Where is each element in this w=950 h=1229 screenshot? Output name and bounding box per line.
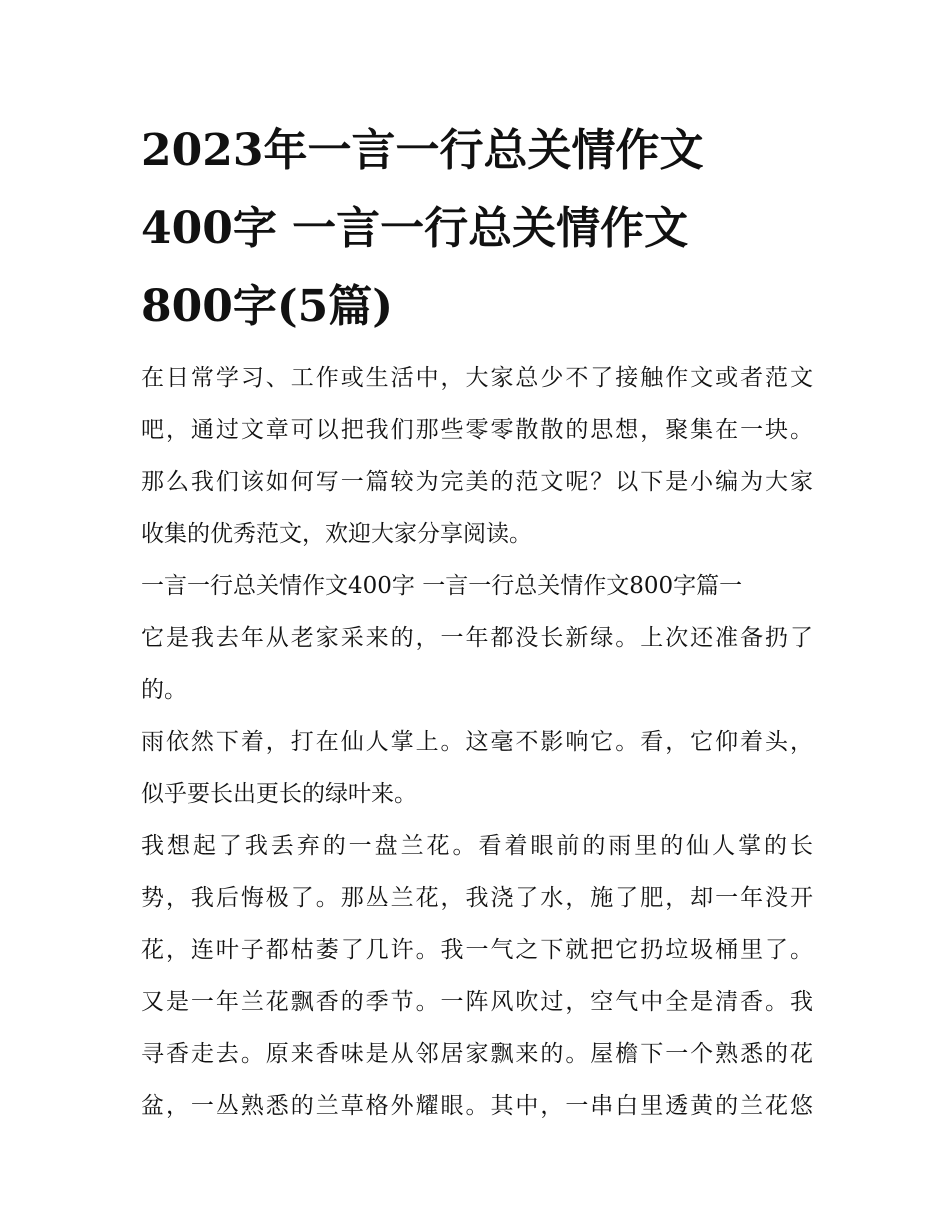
body-paragraph: [141, 820, 813, 1132]
section-heading-paragraph: [141, 560, 813, 612]
title-line: 400字 一言一行总关情作文: [141, 203, 689, 254]
body-paragraph: [141, 612, 813, 716]
body-paragraph: [141, 716, 813, 820]
title-line: 800字(5篇): [141, 281, 394, 332]
intro-paragraph: [141, 352, 813, 560]
text-line: 收集的优秀范文，欢迎大家分享阅读。: [141, 521, 532, 547]
document-page: [141, 112, 813, 1132]
text-line: 我想起了我丢弃的一盘兰花。看着眼前的雨里的仙人掌的长: [141, 833, 813, 859]
text-line: 花，连叶子都枯萎了几许。我一气之下就把它扔垃圾桶里了。: [141, 937, 813, 963]
text-line: 在日常学习、工作或生活中，大家总少不了接触作文或者范文: [141, 365, 813, 391]
text-line: 它是我去年从老家采来的，一年都没长新绿。上次还准备扔了: [141, 625, 813, 651]
text-line: 势，我后悔极了。那丛兰花，我浇了水，施了肥，却一年没开: [141, 885, 813, 911]
document-title: [141, 112, 813, 346]
text-line: 那么我们该如何写一篇较为完美的范文呢？以下是小编为大家: [141, 469, 813, 495]
text-line: 吧，通过文章可以把我们那些零零散散的思想，聚集在一块。: [141, 417, 813, 443]
text-line: 寻香走去。原来香味是从邻居家飘来的。屋檐下一个熟悉的花: [141, 1041, 813, 1067]
text-line: 雨依然下着，打在仙人掌上。这毫不影响它。看，它仰着头，: [141, 729, 813, 755]
title-line: 2023年一言一行总关情作文: [141, 125, 704, 176]
text-line: 盆，一丛熟悉的兰草格外耀眼。其中，一串白里透黄的兰花悠: [141, 1093, 813, 1119]
text-line: 又是一年兰花飘香的季节。一阵风吹过，空气中全是清香。我: [141, 989, 813, 1015]
text-line: 似乎要长出更长的绿叶来。: [141, 781, 417, 807]
text-line: 的。: [141, 677, 187, 703]
text-line: 一言一行总关情作文400字 一言一行总关情作文800字篇一: [141, 573, 743, 599]
